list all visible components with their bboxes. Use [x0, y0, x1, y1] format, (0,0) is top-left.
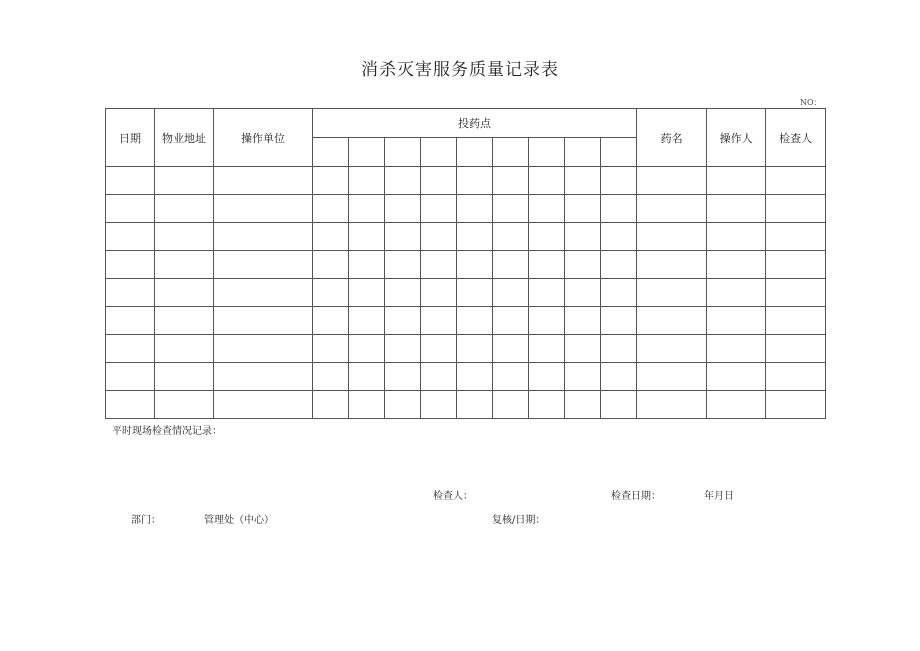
table-cell — [385, 391, 421, 419]
table-cell — [707, 363, 766, 391]
table-cell — [565, 251, 601, 279]
bait-point-subcolumn — [421, 138, 457, 167]
table-cell — [637, 335, 707, 363]
header-inspector: 检查人 — [766, 109, 826, 167]
table-cell — [529, 195, 565, 223]
table-cell — [313, 307, 349, 335]
table-cell — [707, 279, 766, 307]
table-cell — [493, 167, 529, 195]
table-cell — [214, 223, 313, 251]
table-cell — [385, 195, 421, 223]
table-cell — [155, 223, 214, 251]
table-cell — [313, 223, 349, 251]
header-operating-unit: 操作单位 — [214, 109, 313, 167]
bait-point-subcolumn — [529, 138, 565, 167]
table-cell — [766, 195, 826, 223]
table-cell — [214, 307, 313, 335]
table-cell — [529, 335, 565, 363]
table-cell — [529, 363, 565, 391]
table-cell — [457, 279, 493, 307]
table-cell — [565, 167, 601, 195]
header-drug-name: 药名 — [637, 109, 707, 167]
table-cell — [565, 363, 601, 391]
table-cell — [766, 167, 826, 195]
table-cell — [637, 391, 707, 419]
table-cell — [637, 195, 707, 223]
table-cell — [601, 167, 637, 195]
table-cell — [493, 307, 529, 335]
table-cell — [529, 223, 565, 251]
table-row — [106, 251, 826, 279]
table-cell — [707, 223, 766, 251]
table-cell — [565, 335, 601, 363]
table-cell — [601, 307, 637, 335]
table-cell — [766, 335, 826, 363]
table-cell — [565, 307, 601, 335]
table-cell — [766, 251, 826, 279]
table-cell — [457, 167, 493, 195]
table-cell — [385, 307, 421, 335]
table-cell — [421, 391, 457, 419]
header-operator: 操作人 — [707, 109, 766, 167]
table-cell — [637, 223, 707, 251]
table-cell — [155, 363, 214, 391]
bait-point-subcolumn — [565, 138, 601, 167]
bait-point-subcolumn — [385, 138, 421, 167]
table-cell — [707, 251, 766, 279]
table-cell — [214, 251, 313, 279]
table-cell — [457, 307, 493, 335]
table-cell — [601, 363, 637, 391]
table-cell — [349, 279, 385, 307]
table-cell — [766, 307, 826, 335]
bait-point-subcolumn — [601, 138, 637, 167]
table-cell — [313, 335, 349, 363]
table-cell — [349, 307, 385, 335]
table-cell — [457, 223, 493, 251]
table-cell — [637, 279, 707, 307]
table-cell — [106, 251, 155, 279]
table-row — [106, 391, 826, 419]
table-cell — [493, 251, 529, 279]
department-label: 部门： — [131, 515, 161, 526]
table-cell — [493, 195, 529, 223]
table-cell — [106, 223, 155, 251]
table-cell — [457, 251, 493, 279]
table-cell — [637, 251, 707, 279]
department-value: 管理处（中心） — [204, 515, 274, 526]
table-row — [106, 335, 826, 363]
table-cell — [313, 167, 349, 195]
table-cell — [637, 167, 707, 195]
table-cell — [601, 223, 637, 251]
bait-point-subcolumn — [349, 138, 385, 167]
header-bait-points: 投药点 — [313, 109, 637, 138]
table-cell — [313, 251, 349, 279]
table-cell — [214, 279, 313, 307]
table-cell — [601, 195, 637, 223]
table-cell — [529, 251, 565, 279]
table-cell — [385, 363, 421, 391]
table-cell — [529, 167, 565, 195]
table-cell — [214, 195, 313, 223]
table-cell — [766, 391, 826, 419]
table-cell — [214, 391, 313, 419]
inspection-date-format: 年月日 — [704, 491, 734, 502]
table-cell — [349, 223, 385, 251]
table-cell — [385, 279, 421, 307]
table-cell — [155, 307, 214, 335]
table-cell — [106, 195, 155, 223]
table-cell — [707, 335, 766, 363]
table-cell — [313, 279, 349, 307]
table-cell — [106, 391, 155, 419]
table-row — [106, 195, 826, 223]
table-cell — [421, 167, 457, 195]
bait-point-subcolumn — [493, 138, 529, 167]
review-date-label: 复核/日期： — [492, 515, 546, 526]
table-cell — [637, 363, 707, 391]
table-cell — [313, 195, 349, 223]
table-cell — [106, 335, 155, 363]
header-date: 日期 — [106, 109, 155, 167]
table-cell — [155, 335, 214, 363]
table-cell — [457, 391, 493, 419]
table-cell — [106, 167, 155, 195]
table-cell — [106, 279, 155, 307]
table-cell — [493, 279, 529, 307]
table-cell — [385, 335, 421, 363]
table-cell — [493, 391, 529, 419]
table-cell — [155, 167, 214, 195]
table-cell — [529, 391, 565, 419]
table-cell — [493, 335, 529, 363]
table-cell — [529, 279, 565, 307]
table-cell — [349, 391, 385, 419]
table-row — [106, 279, 826, 307]
table-cell — [214, 335, 313, 363]
table-cell — [421, 279, 457, 307]
table-cell — [421, 307, 457, 335]
table-cell — [155, 279, 214, 307]
table-row — [106, 363, 826, 391]
routine-inspection-label: 平时现场检查情况记录： — [112, 426, 222, 437]
table-cell — [601, 279, 637, 307]
table-cell — [707, 167, 766, 195]
inspector-signature-label: 检查人： — [433, 491, 473, 502]
inspection-date-label: 检查日期： — [611, 491, 661, 502]
table-cell — [385, 167, 421, 195]
table-cell — [155, 251, 214, 279]
table-cell — [385, 251, 421, 279]
form-number-label: NO： — [800, 98, 822, 107]
record-table — [105, 108, 826, 419]
table-cell — [457, 363, 493, 391]
table-cell — [457, 195, 493, 223]
table-row — [106, 223, 826, 251]
table-cell — [493, 363, 529, 391]
form-title: 消杀灭害服务质量记录表 — [361, 60, 559, 80]
table-cell — [601, 251, 637, 279]
table-cell — [106, 363, 155, 391]
table-cell — [601, 391, 637, 419]
table-cell — [313, 363, 349, 391]
table-cell — [421, 363, 457, 391]
bait-point-subcolumn — [313, 138, 349, 167]
table-cell — [313, 391, 349, 419]
table-cell — [421, 335, 457, 363]
table-row — [106, 307, 826, 335]
table-cell — [214, 363, 313, 391]
table-cell — [385, 223, 421, 251]
table-cell — [421, 251, 457, 279]
table-cell — [421, 223, 457, 251]
table-cell — [106, 307, 155, 335]
bait-point-subcolumn — [457, 138, 493, 167]
header-property-address: 物业地址 — [155, 109, 214, 167]
table-cell — [565, 279, 601, 307]
table-cell — [707, 307, 766, 335]
table-cell — [707, 391, 766, 419]
table-cell — [766, 363, 826, 391]
table-cell — [565, 195, 601, 223]
table-cell — [529, 307, 565, 335]
table-row — [106, 167, 826, 195]
table-cell — [214, 167, 313, 195]
table-cell — [349, 335, 385, 363]
table-cell — [493, 223, 529, 251]
table-cell — [601, 335, 637, 363]
table-cell — [349, 195, 385, 223]
table-cell — [457, 335, 493, 363]
table-cell — [349, 363, 385, 391]
table-cell — [349, 251, 385, 279]
table-cell — [155, 195, 214, 223]
table-cell — [565, 391, 601, 419]
table-cell — [766, 223, 826, 251]
table-cell — [421, 195, 457, 223]
table-cell — [766, 279, 826, 307]
table-cell — [637, 307, 707, 335]
table-cell — [565, 223, 601, 251]
table-cell — [155, 391, 214, 419]
table-cell — [707, 195, 766, 223]
table-cell — [349, 167, 385, 195]
